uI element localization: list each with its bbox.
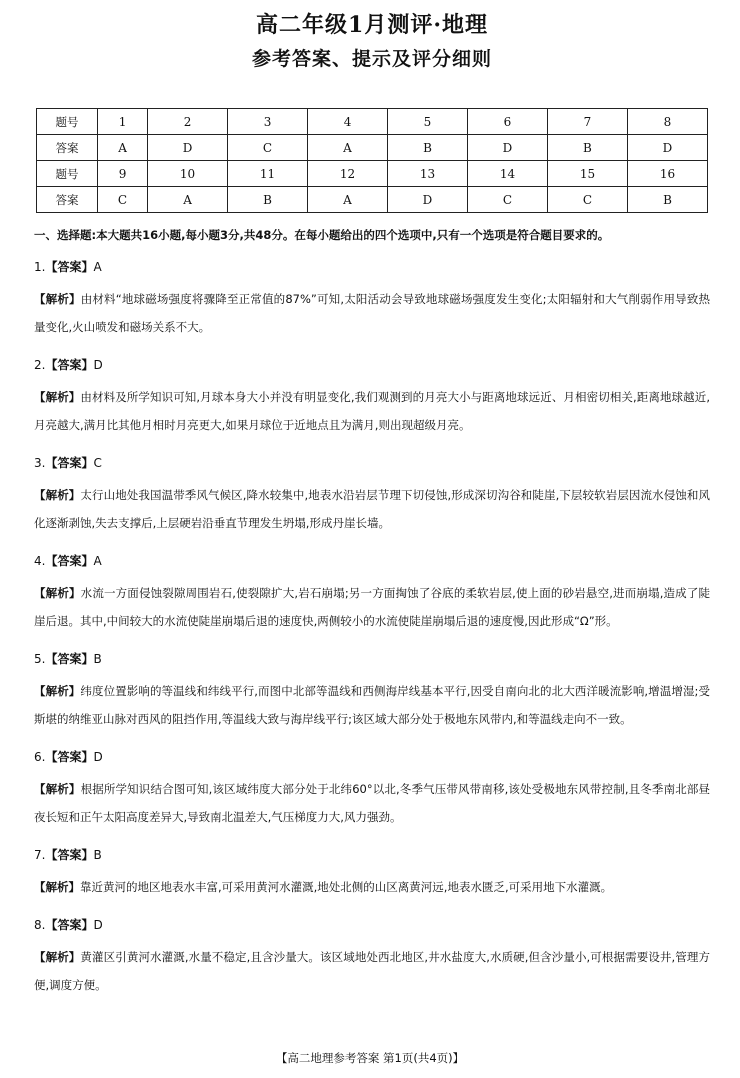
table-cell: 2 (148, 109, 228, 135)
analysis-paragraph (34, 383, 710, 439)
table-cell: 15 (547, 161, 627, 187)
answer-value: D (93, 918, 103, 932)
analysis-paragraph (34, 285, 710, 341)
answer-tag: 【答案】 (45, 456, 94, 470)
table-cell: A (98, 135, 148, 161)
analysis-paragraph (34, 943, 710, 999)
question-number: 5. (34, 652, 46, 666)
table-cell: 16 (627, 161, 707, 187)
analysis-text: 由材料及所学知识可知,月球本身大小并没有明显变化,我们观测到的月亮大小与距离地球远近、月相密切相关,距离地球越近,月亮越大,满月比其他月相时月亮更大,如果月球位于近地点且为满月,则出现超级月亮。 (34, 390, 711, 432)
analysis-tag: 【解析】 (34, 684, 81, 698)
table-cell: A (308, 187, 388, 213)
question-number: 2. (34, 358, 46, 372)
table-cell: 3 (228, 109, 308, 135)
table-cell: D (148, 135, 228, 161)
answer-line (34, 749, 710, 766)
answer-value: D (93, 358, 103, 372)
question-number: 6. (34, 750, 46, 764)
answer-line (34, 455, 710, 472)
answer-value: A (93, 260, 102, 274)
table-cell: 5 (388, 109, 468, 135)
answer-tag: 【答案】 (45, 554, 94, 568)
analysis-text: 靠近黄河的地区地表水丰富,可采用黄河水灌溉,地处北侧的山区离黄河远,地表水匮乏,可采用地下水灌溉。 (80, 880, 613, 894)
table-cell: B (547, 135, 627, 161)
section-heading: 一、选择题:本大题共16小题,每小题3分,共48分。在每小题给出的四个选项中,只有一个选项是符合题目要求的。 (34, 228, 610, 242)
row-header: 题号 (37, 109, 98, 135)
answer-line (34, 259, 710, 276)
table-cell: C (547, 187, 627, 213)
answer-table (36, 108, 708, 213)
analysis-text: 纬度位置影响的等温线和纬线平行,而图中北部等温线和西侧海岸线基本平行,因受自南向北的北大西洋暖流影响,增温增湿;受斯堪的纳维亚山脉对西风的阻挡作用,等温线大致与海岸线平行;该区域大部分处于极地东风带内,和等温线走向不一致。 (34, 684, 711, 726)
table-cell: C (228, 135, 308, 161)
answer-value: B (93, 652, 102, 666)
table-cell: A (148, 187, 228, 213)
answer-tag: 【答案】 (45, 652, 94, 666)
analysis-paragraph (34, 677, 710, 733)
row-header: 答案 (37, 187, 98, 213)
table-row-answer-2 (37, 187, 708, 213)
answer-tag: 【答案】 (45, 358, 94, 372)
table-cell: B (228, 187, 308, 213)
analysis-tag: 【解析】 (34, 292, 81, 306)
analysis-text: 太行山地处我国温带季风气候区,降水较集中,地表水沿岩层节理下切侵蚀,形成深切沟谷和陡崖,下层较软岩层因流水侵蚀和风化逐渐剥蚀,失去支撑后,上层硬岩沿垂直节理发生坍塌,形成丹崖长墙。 (34, 488, 711, 530)
table-row-answer-1 (37, 135, 708, 161)
row-header: 答案 (37, 135, 98, 161)
analysis-tag: 【解析】 (34, 390, 81, 404)
table-cell: 10 (148, 161, 228, 187)
question-number: 8. (34, 918, 46, 932)
table-cell: 7 (547, 109, 627, 135)
table-cell: 4 (308, 109, 388, 135)
table-cell: 14 (467, 161, 547, 187)
table-row-question-2 (37, 161, 708, 187)
analysis-paragraph (34, 481, 710, 537)
answer-line (34, 917, 710, 934)
table-cell: 6 (467, 109, 547, 135)
table-cell: B (388, 135, 468, 161)
analysis-paragraph (34, 873, 710, 901)
table-row-question-1 (37, 109, 708, 135)
answer-value: C (93, 456, 102, 470)
answer-line (34, 651, 710, 668)
analysis-tag: 【解析】 (34, 586, 81, 600)
answer-line (34, 553, 710, 570)
answer-line (34, 847, 710, 864)
analysis-paragraph (34, 579, 710, 635)
table-cell: D (627, 135, 707, 161)
answer-tag: 【答案】 (45, 260, 94, 274)
answer-value: B (93, 848, 102, 862)
page-footer: 【高二地理参考答案 第1页(共4页)】 (275, 1051, 465, 1065)
answer-line (34, 357, 710, 374)
row-header: 题号 (37, 161, 98, 187)
analysis-tag: 【解析】 (34, 950, 81, 964)
analysis-tag: 【解析】 (34, 880, 80, 894)
answer-value: A (93, 554, 102, 568)
answer-tag: 【答案】 (45, 918, 94, 932)
analysis-tag: 【解析】 (34, 488, 81, 502)
page-subtitle: 参考答案、提示及评分细则 (251, 48, 492, 70)
question-number: 7. (34, 848, 46, 862)
answer-value: D (93, 750, 103, 764)
analysis-text: 黄灌区引黄河水灌溉,水量不稳定,且含沙量大。该区域地处西北地区,井水盐度大,水质硬,但含沙量小,可根据需要设井,管理方便,调度方便。 (34, 950, 710, 992)
table-cell: C (467, 187, 547, 213)
table-cell: 8 (627, 109, 707, 135)
question-number: 3. (34, 456, 46, 470)
table-cell: A (308, 135, 388, 161)
table-cell: D (388, 187, 468, 213)
table-cell: 9 (98, 161, 148, 187)
page-title: 高二年级1月测评·地理 (256, 12, 488, 38)
table-cell: 13 (388, 161, 468, 187)
question-number: 1. (34, 260, 46, 274)
question-number: 4. (34, 554, 46, 568)
table-cell: C (98, 187, 148, 213)
analysis-text: 根据所学知识结合图可知,该区域纬度大部分处于北纬60°以北,冬季气压带风带南移,该处受极地东风带控制,且冬季南北部昼夜长短和正午太阳高度差异大,导致南北温差大,气压梯度力大,风力强劲。 (34, 782, 711, 824)
table-cell: D (467, 135, 547, 161)
table-cell: 12 (308, 161, 388, 187)
table-cell: B (627, 187, 707, 213)
analysis-paragraph (34, 775, 710, 831)
table-cell: 11 (228, 161, 308, 187)
table-cell: 1 (98, 109, 148, 135)
analysis-text: 由材料“地球磁场强度将骤降至正常值的87%”可知,太阳活动会导致地球磁场强度发生变化;太阳辐射和大气削弱作用导致热量变化,火山喷发和磁场关系不大。 (34, 292, 711, 334)
answer-tag: 【答案】 (45, 848, 94, 862)
analysis-text: 水流一方面侵蚀裂隙周围岩石,使裂隙扩大,岩石崩塌;另一方面掏蚀了谷底的柔软岩层,使上面的砂岩悬空,进而崩塌,造成了陡崖后退。其中,中间较大的水流使陡崖崩塌后退的速度快,两侧较小的水流使陡崖崩塌后退的速度慢,因此形成“Ω”形。 (34, 586, 711, 628)
analysis-tag: 【解析】 (34, 782, 81, 796)
answer-tag: 【答案】 (45, 750, 94, 764)
